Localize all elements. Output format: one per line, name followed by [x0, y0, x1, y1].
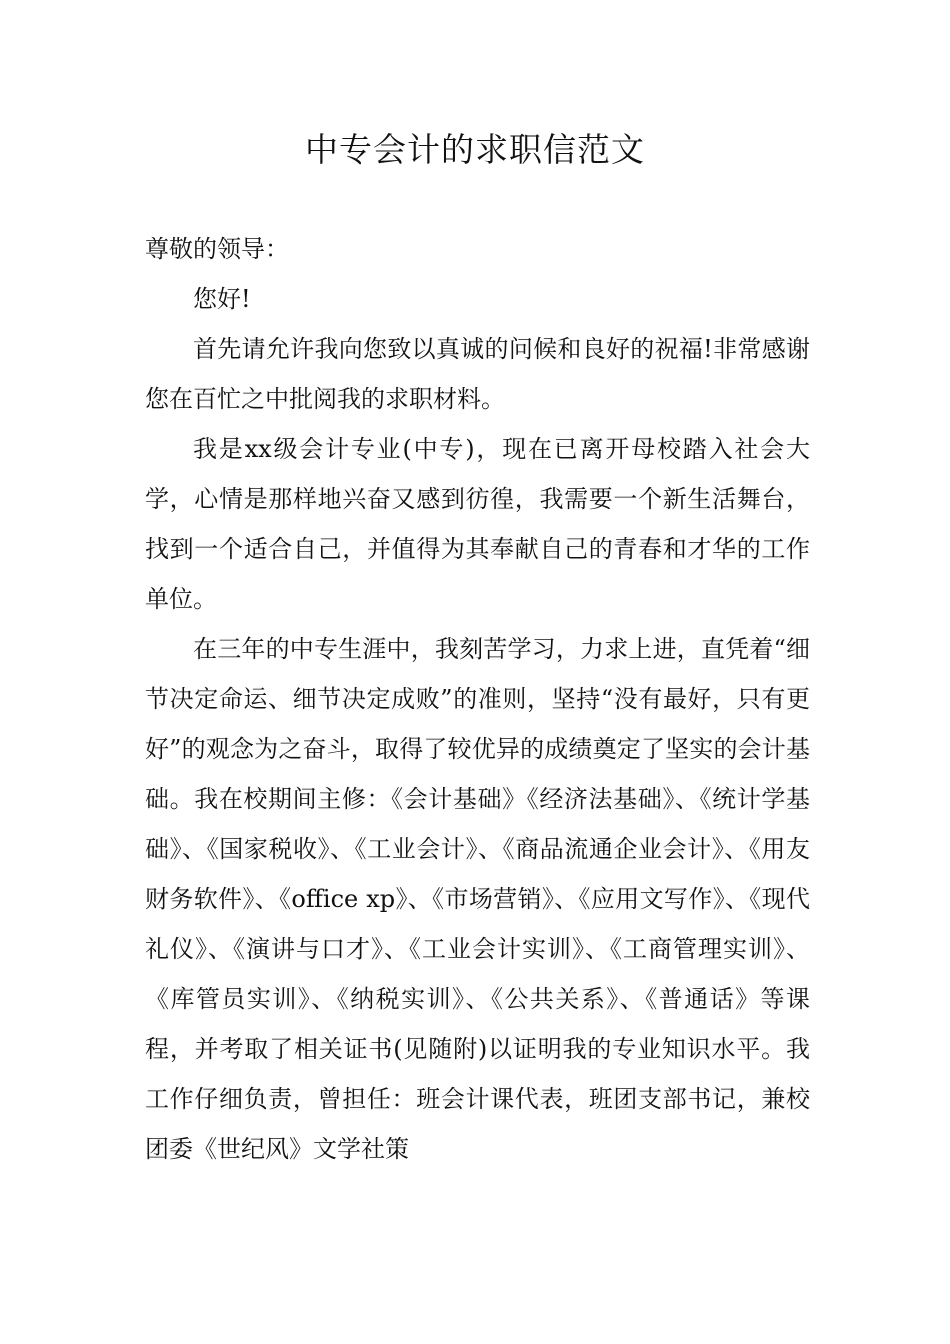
- paragraph-background: 我是xx级会计专业(中专)，现在已离开母校踏入社会大学，心情是那样地兴奋又感到彷徨，我需要一个新生活舞台，找到一个适合自己，并值得为其奉献自己的青春和才华的工作单位。: [145, 435, 810, 613]
- paragraph-education: 在三年的中专生涯中，我刻苦学习，力求上进，直凭着“细节决定命运、细节决定成败”的准则，坚持“没有最好，只有更好”的观念为之奋斗，取得了较优异的成绩奠定了坚实的会计基础。我在校期间主修：《会计基础》《经济法基础》、《统计学基础》、《国家税收》、《工业会计》、《商品流通企业会计》、《用友财务软件》、《office xp》、《市场营销》、《应用文写作》、《现代礼仪》、《演讲与口才》、《工业会计实训》、《工商管理实训》、《库管员实训》、《纳税实训》、《公共关系》、《普通话》等课程，并考取了相关证书(见随附)以证明我的专业知识水平。我工作仔细负责，曾担任：班会计课代表，班团支部书记，兼校团委《世纪风》文学社策: [145, 635, 810, 1163]
- paragraph-intro: 首先请允许我向您致以真诚的问候和良好的祝福!非常感谢您在百忙之中批阅我的求职材料。: [145, 335, 810, 413]
- salutation: 尊敬的领导：: [145, 235, 289, 263]
- paragraph-greeting: 您好!: [193, 285, 251, 313]
- letter-body: [145, 224, 810, 1174]
- document-title: 中专会计的求职信范文: [305, 130, 645, 169]
